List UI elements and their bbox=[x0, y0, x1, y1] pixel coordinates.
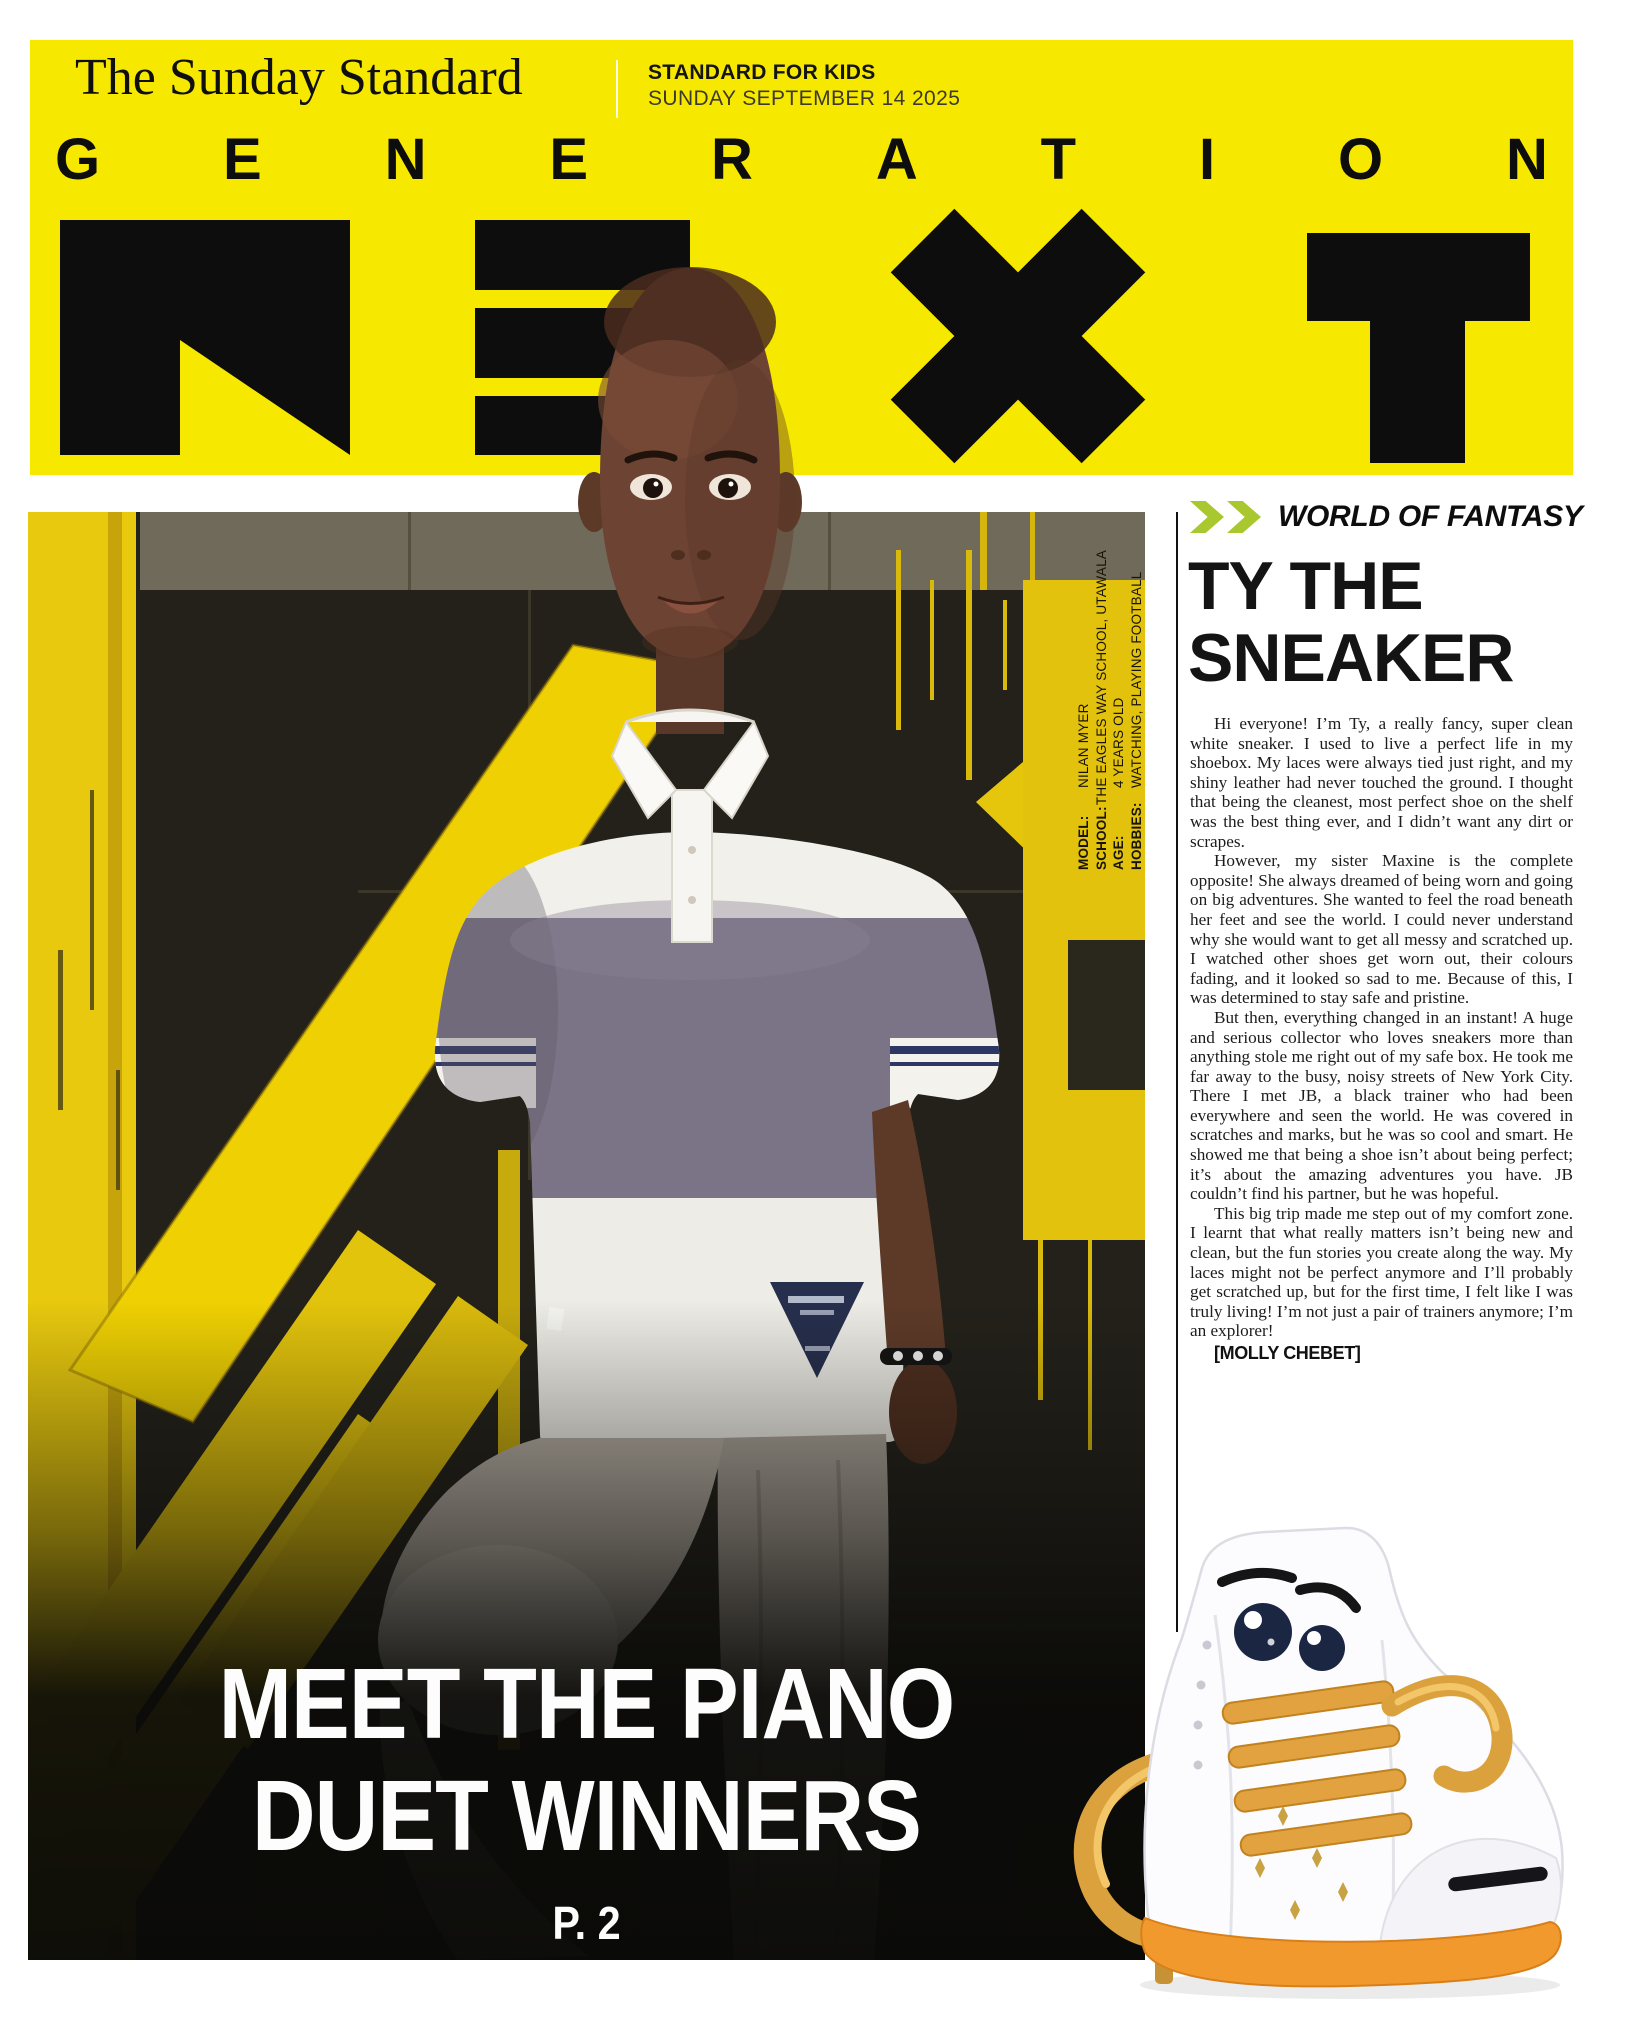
story-headline-line1: TY THE bbox=[1188, 548, 1423, 624]
column-rule bbox=[1176, 512, 1178, 1632]
ty-sneaker-illustration bbox=[1050, 1520, 1575, 2015]
credit-school: SCHOOL: THE EAGLES WAY SCHOOL, UTAWALA bbox=[1093, 550, 1109, 870]
story-headline bbox=[1188, 550, 1514, 694]
generation-letter: R bbox=[711, 127, 753, 192]
newspaper-title: The Sunday Standard bbox=[75, 49, 523, 106]
generation-letter: O bbox=[1337, 127, 1384, 192]
story-paragraph: Hi everyone! I’m Ty, a really fancy, super clean white sneaker. I used to live a perfect life in my shoebox. My laces were always tied just right, and my shiny leather had never touched the ground. I thought that being the cleanest, most perfect shoe on the shelf was the best thing ever, and I didn’t want any dirt or scrapes. bbox=[1190, 714, 1573, 851]
credit-hobbies: HOBBIES: WATCHING, PLAYING FOOTBALL bbox=[1128, 571, 1144, 870]
story-headline-line2: SNEAKER bbox=[1188, 620, 1514, 696]
cover-headline-line2: DUET WINNERS bbox=[252, 1760, 921, 1872]
generation-letter: T bbox=[1040, 127, 1077, 192]
credit-model: MODEL: NILAN MYER bbox=[1076, 703, 1091, 870]
issue-date: SUNDAY SEPTEMBER 14 2025 bbox=[648, 87, 961, 110]
generation-letter: E bbox=[549, 127, 589, 192]
section-label: STANDARD FOR KIDS bbox=[648, 61, 876, 84]
masthead-divider bbox=[616, 60, 618, 118]
double-chevron-right-icon bbox=[1227, 501, 1261, 533]
generation-wordmark bbox=[55, 126, 1548, 193]
story-byline: [MOLLY CHEBET] bbox=[1214, 1343, 1361, 1363]
cover-headline-line1: MEET THE PIANO bbox=[218, 1648, 955, 1760]
double-chevron-right-icon bbox=[1190, 501, 1224, 533]
story-paragraph: This big trip made me step out of my comfort zone. I learnt that what really matters isn’t being new and clean, but the fun stories you create along the way. My laces might not be perfect anymore and I’ll probably get scratched up, but for the first time, I felt like I was truly living! I’m not just a pair of trainers anymore; I’m an explorer! bbox=[1190, 1203, 1573, 1341]
credit-age: AGE: 4 YEARS OLD bbox=[1111, 697, 1127, 870]
generation-letter: G bbox=[55, 127, 101, 192]
section-block bbox=[648, 60, 960, 112]
story-paragraph: But then, everything changed in an instant! A huge and serious collector who loves sneakers more than anything stole me right out of my safe box. He took me far away to the busy, noisy streets of New York City. There I met JB, a black trainer who had been everywhere and seen the world. He was covered in scratches and marks, but he was so cool and smart. He showed me that being a shoe isn’t about being perfect; it’s about the amazing adventures you have. JB couldn’t find his partner, but he was hopeful. bbox=[1190, 1007, 1573, 1204]
generation-letter: A bbox=[875, 127, 918, 192]
generation-letter: E bbox=[223, 127, 262, 192]
generation-letter: N bbox=[384, 127, 427, 192]
story-paragraph: However, my sister Maxine is the complete opposite! She always dreamed of being worn and going on big adventures. She wanted to feel the road beneath her feet and see the world. I could never understand why she would want to get all messy and scratched up. I watched other shoes get worn out, their colours fading, and it looked so sad to me. Because of this, I was determined to stay safe and pristine. bbox=[1190, 851, 1573, 1008]
kicker bbox=[1190, 500, 1583, 534]
generation-letter: N bbox=[1506, 127, 1548, 192]
page-reference: P. 2 bbox=[552, 1897, 621, 1949]
photo-credits bbox=[1076, 550, 1144, 870]
kicker-label: WORLD OF FANTASY bbox=[1278, 500, 1583, 533]
generation-letter: I bbox=[1198, 127, 1216, 192]
story-body bbox=[1190, 714, 1573, 1364]
